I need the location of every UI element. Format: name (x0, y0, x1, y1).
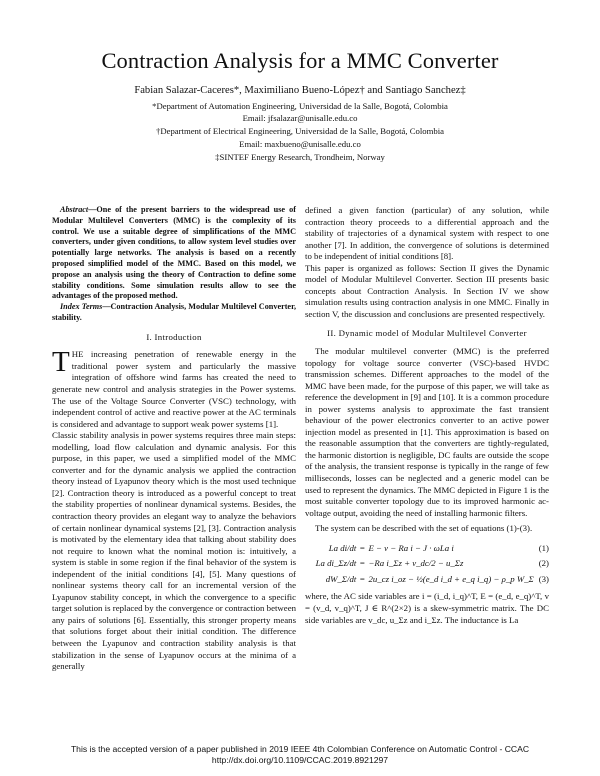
equation-number: (3) (538, 573, 549, 584)
equation-lhs: La di_Σz/dt (315, 558, 357, 569)
paper-title: Contraction Analysis for a MMC Converter (101, 48, 499, 73)
publication-footer (0, 744, 600, 766)
intro-paragraph-1 (52, 346, 296, 430)
equals-sign: = (359, 558, 365, 569)
footer-notice: This is the accepted version of a paper published in 2019 IEEE 4th Colombian Conference on Automatic Control - CCAC (70, 744, 530, 754)
email-2: Email: maxbueno@unisalle.edu.co (239, 139, 361, 149)
equation-row (305, 556, 549, 572)
right-paragraph-3: The modular multilevel converter (MMC) is the preferred topology for voltage source converter (VSC)-based HVDC transmission schemes. Different approaches to the model of the MMC have been made, for the purpose of this paper, we will take as reference the development in [9] and [10]. It is a common procedure in power systems analysis to approximate the fast transient behaviour of the power electronics converter to an active power injection model as presented in [1]. This approximation is based on the reasonable assumption that the converters are tightly-regulated, the harmonic distortion is negligible, DC faults are outside the scope of the analysis, the transient response is typically in the range of few milliseconds, losses can be neglected and a generic model can be used to represent the dynamics. The MMC depicted in Figure 1 is the most suitable converter topology due to its improved harmonic ac-voltage output, avoiding the need of installing harmonic filters. (305, 346, 549, 518)
right-paragraph-5: where, the AC side variables are i = (i_d, i_q)^T, E = (e_d, e_q)^T, v = (v_d, v_q)^T, J ∈ R^(2×2) is a skew-symmetric matrix. The DC side variables are v_dc, u_Σz and i_Σz. The inductance is La (305, 591, 549, 625)
equation-number: (2) (538, 558, 549, 569)
intro-paragraph-2: Classic stability analysis in power systems requires three main steps: modelling, load flow calculation and dynamic analysis. For this purpose, in this paper, we used a simplified model of the MMC converter and for the dynamic analysis we applied the contraction theory instead of Lyapunov theory which is the most used technique [2]. Contraction theory is introduced as a powerful concept to treat the stability properties of nonlinear dynamical systems. Besides, the contraction theory provides an elegant way to analyze the behaviors of certain nonlinear dynamical systems [2], [3]. Contraction analysis is motivated by the elementary idea that talking about stability does not require to known what the nominal motion is: intuitively, a system is stable in some region if the final behavior of the system is independent of the initial conditions [4], [5]. Many questions of nonlinear systems theory call for an incremental version of the Lyapunov stability concept, in which the convergence to a specific target solution is replaced by the convergence or contraction between any pairs of solutions [6]. Essentially, this stronger property means that solutions forget about their initial condition. The difference between the Lyapunov and contraction stability analysis is that stabilization in the sense of Lyapunov occurs at the minima of a generally (52, 430, 296, 672)
author-list: Fabian Salazar-Caceres*, Maximiliano Bueno-López† and Santiago Sanchez‡ (134, 85, 466, 96)
right-paragraph-1: defined a given fanction (particular) of any solution, while contraction theory proceeds to a differential approach and the stability of trajectories of a dynamical system with respect to one another [7]. In addition, the convergence of solutions is determined to be independent of initial conditions [8]. (305, 205, 549, 262)
affiliation-2: †Department of Electrical Engineering, Universidad de la Salle, Bogotá, Colombia (155, 126, 445, 136)
equation-rhs: E − v − Ra i − J · ωLa i (368, 542, 454, 553)
index-terms (52, 302, 296, 324)
equation-rhs: 2u_cz i_oz − ½(e_d i_d + e_q i_q) − ρ_p W_Σ (368, 573, 534, 584)
section-heading-dynamic-model: II. Dynamic model of Modular Multilevel Converter (327, 328, 527, 339)
index-terms-text: —Contraction Analysis, Modular Multilevel Converter, stability. (52, 302, 296, 322)
equation-row (305, 541, 549, 557)
equation-lhs: dW_Σ/dt (325, 573, 357, 584)
equals-sign: = (359, 542, 365, 553)
affiliation-1: *Department of Automation Engineering, Universidad de la Salle, Bogotá, Colombia (152, 101, 448, 111)
abstract (52, 205, 296, 302)
equation-rhs: −Ra i_Σz + v_dc/2 − u_Σz (368, 558, 464, 569)
abstract-text: —One of the present barriers to the widespread use of Modular Multilevel Converters (MMC) is the complexity of its control. We use a suitable degree of simplifications of the MMC converters, under given conditions, to allow system level studies over potentially large networks. The analysis is based on a recently proposed simplified model of the MMC. Based on this model, we propose an analysis using the theory of Contraction to define some stability conditions. Some simulation results allow to see the advantages of the proposed method. (52, 205, 296, 301)
index-terms-label: Index Terms (60, 302, 103, 312)
left-column (52, 205, 296, 673)
section-heading-introduction: I. Introduction (146, 331, 202, 342)
right-column (305, 205, 549, 626)
right-paragraph-2: This paper is organized as follows: Section II gives the Dynamic model of Modular Multilevel Converter. Section III presents basic concepts about Contraction Analysis. In Section IV we show simulation results using contraction analysis in one MMC. Finally in section V, the discussion and conclusions are presented respectively. (305, 262, 549, 319)
affiliation-3: ‡SINTEF Energy Research, Trondheim, Norway (215, 152, 385, 162)
doi-link[interactable]: http://dx.doi.org/10.1109/CCAC.2019.8921297 (211, 755, 389, 765)
drop-cap: T (52, 346, 70, 379)
email-1: Email: jfsalazar@unisalle.edu.co (242, 113, 358, 123)
equation-row (305, 572, 549, 588)
intro-paragraph-1-text: HE increasing penetration of renewable energy in the traditional power system and particularly the massive integration of offshore wind farms has created the need to generate new control and analysis strategies in the Power systems. The use of the Voltage Source Converter (VSC) technology, with independent control of active and reactive power at the AC terminals is considered and advantage to support weak power systems [1]. (52, 349, 296, 429)
equation-block (305, 541, 549, 588)
equals-sign: = (359, 573, 365, 584)
equation-lhs: La di/dt (328, 542, 357, 553)
equation-number: (1) (538, 542, 549, 553)
right-paragraph-4: The system can be described with the set of equations (1)-(3). (315, 523, 533, 534)
abstract-label: Abstract (60, 205, 89, 214)
